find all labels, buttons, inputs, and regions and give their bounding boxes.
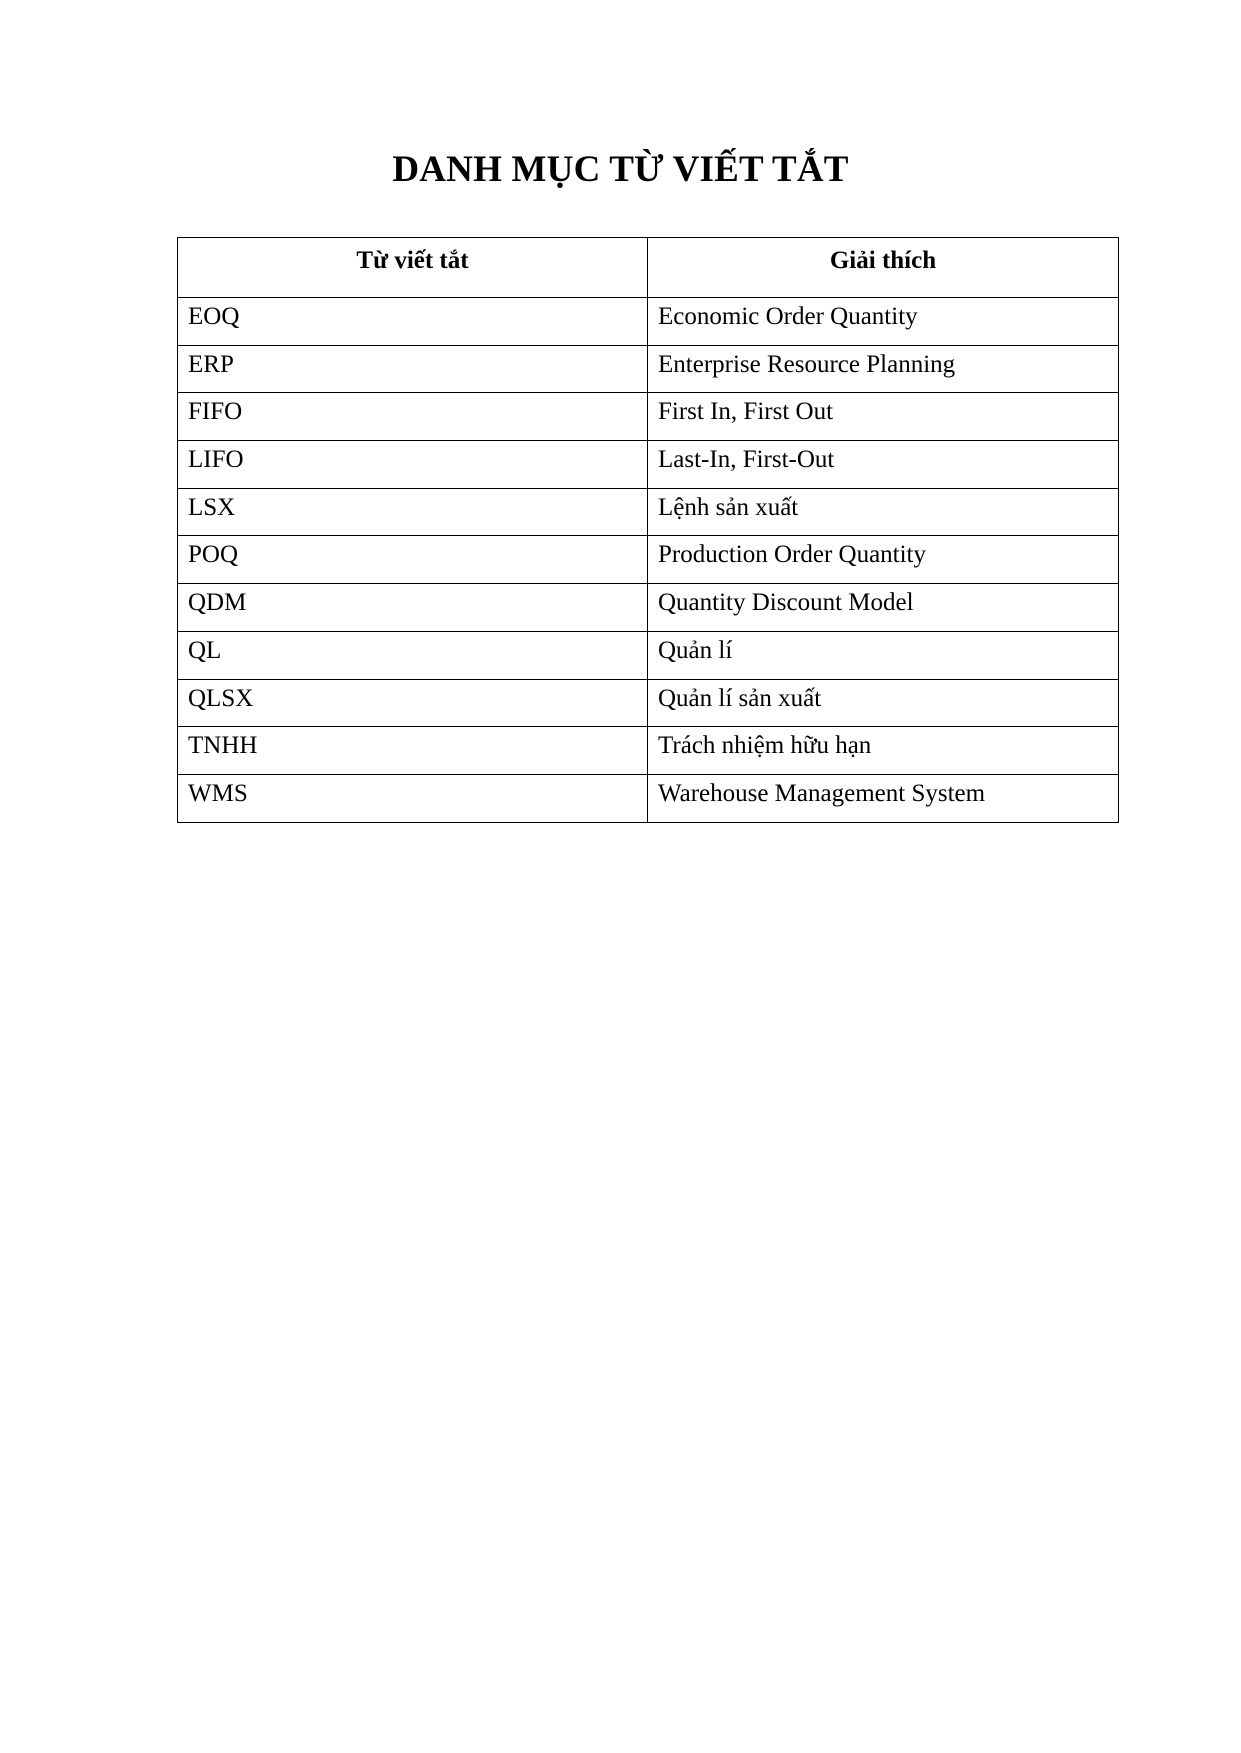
header-abbreviation: Từ viết tắt — [178, 238, 648, 298]
abbreviation-cell: TNHH — [178, 727, 648, 775]
abbreviation-table — [177, 237, 1119, 823]
table-row — [178, 441, 1119, 489]
table-row — [178, 298, 1119, 346]
page-title: DANH MỤC TỪ VIẾT TẮT — [392, 149, 849, 190]
table-row — [178, 584, 1119, 632]
abbreviation-cell: ERP — [178, 345, 648, 393]
explanation-cell: Economic Order Quantity — [648, 298, 1119, 346]
abbreviation-cell: QLSX — [178, 679, 648, 727]
table-row — [178, 393, 1119, 441]
table-row — [178, 774, 1119, 822]
explanation-cell: Enterprise Resource Planning — [648, 345, 1119, 393]
abbreviation-cell: LIFO — [178, 441, 648, 489]
table-row — [178, 536, 1119, 584]
abbreviation-cell: WMS — [178, 774, 648, 822]
table-row — [178, 679, 1119, 727]
table-row — [178, 488, 1119, 536]
abbreviation-cell: EOQ — [178, 298, 648, 346]
explanation-cell: Trách nhiệm hữu hạn — [648, 727, 1119, 775]
explanation-cell: Last-In, First-Out — [648, 441, 1119, 489]
explanation-cell: Quản lí — [648, 631, 1119, 679]
table-row — [178, 727, 1119, 775]
table-header-row — [178, 238, 1119, 298]
explanation-cell: Warehouse Management System — [648, 774, 1119, 822]
explanation-cell: Production Order Quantity — [648, 536, 1119, 584]
abbreviation-cell: POQ — [178, 536, 648, 584]
abbreviation-cell: QL — [178, 631, 648, 679]
table-row — [178, 345, 1119, 393]
abbreviation-cell: FIFO — [178, 393, 648, 441]
explanation-cell: First In, First Out — [648, 393, 1119, 441]
explanation-cell: Quản lí sản xuất — [648, 679, 1119, 727]
abbreviation-cell: LSX — [178, 488, 648, 536]
explanation-cell: Lệnh sản xuất — [648, 488, 1119, 536]
header-explanation: Giải thích — [648, 238, 1119, 298]
explanation-cell: Quantity Discount Model — [648, 584, 1119, 632]
abbreviation-cell: QDM — [178, 584, 648, 632]
table-row — [178, 631, 1119, 679]
